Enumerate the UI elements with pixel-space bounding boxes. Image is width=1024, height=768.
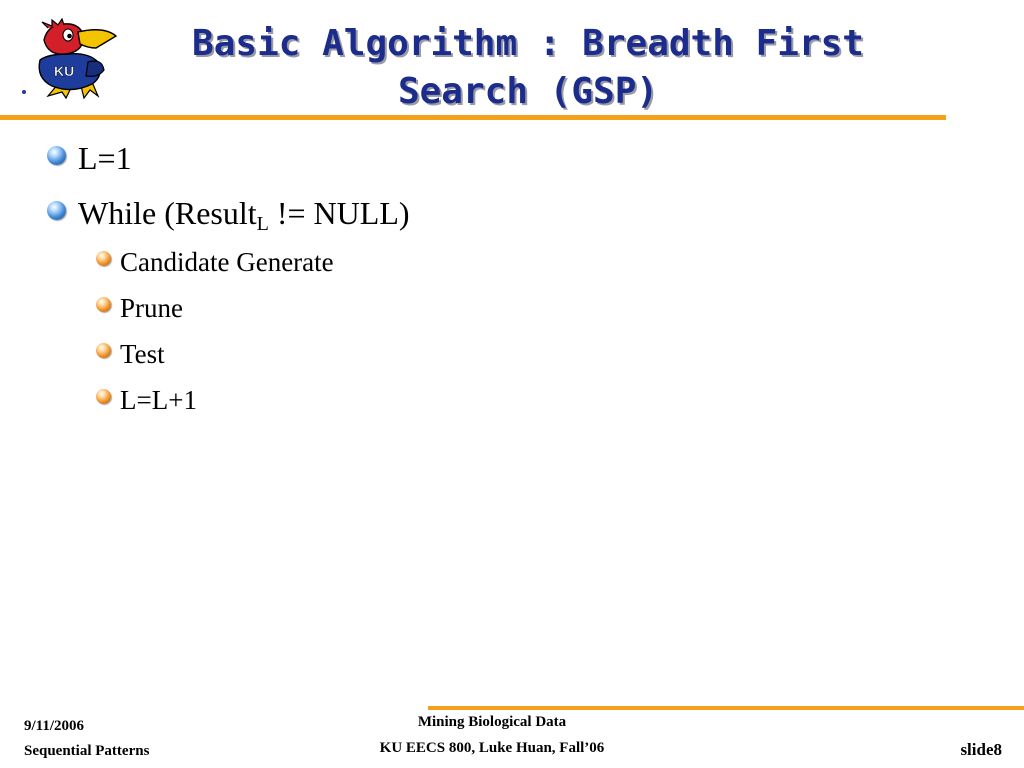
slide-title bbox=[140, 20, 916, 116]
footer-slide-number: slide8 bbox=[960, 740, 1002, 759]
footer-date: 9/11/2006 bbox=[24, 718, 85, 734]
sub-bullet-item bbox=[120, 384, 197, 416]
bullet-item bbox=[78, 140, 132, 176]
footer-course-info: KU EECS 800, Luke Huan, Fall’06 bbox=[379, 740, 605, 756]
sub-bullet-text: Candidate Generate bbox=[120, 247, 334, 277]
sub-bullet-text: Test bbox=[120, 339, 165, 369]
blue-bullet-icon bbox=[47, 146, 66, 165]
footer-topic: Sequential Patterns bbox=[24, 743, 150, 759]
bullet-text-suffix: != NULL) bbox=[268, 195, 410, 231]
sub-bullet-text: Prune bbox=[120, 293, 183, 323]
jayhawk-logo-icon bbox=[18, 18, 120, 102]
orange-bullet-icon bbox=[96, 297, 111, 312]
orange-bullet-icon bbox=[96, 251, 111, 266]
sub-bullet-text: L=L+1 bbox=[120, 385, 197, 415]
title-underline bbox=[0, 115, 946, 120]
sub-bullet-item bbox=[120, 292, 183, 324]
orange-bullet-icon bbox=[96, 389, 111, 404]
bullet-text-prefix: While (Result bbox=[78, 195, 257, 231]
blue-bullet-icon bbox=[47, 201, 66, 220]
sub-bullet-item bbox=[120, 338, 165, 370]
bullet-text: L=1 bbox=[78, 140, 132, 176]
logo-ku-text: KU bbox=[54, 63, 75, 79]
bullet-text-subscript: L bbox=[256, 213, 269, 235]
footer-divider bbox=[428, 706, 1024, 710]
orange-bullet-icon bbox=[96, 343, 111, 358]
slide-title-line1: Basic Algorithm : Breadth First bbox=[192, 23, 864, 64]
slide-title-line2: Search (GSP) bbox=[397, 71, 659, 112]
footer-course-title: Mining Biological Data bbox=[417, 714, 567, 730]
bullet-item bbox=[78, 195, 410, 242]
sub-bullet-item bbox=[120, 246, 334, 278]
